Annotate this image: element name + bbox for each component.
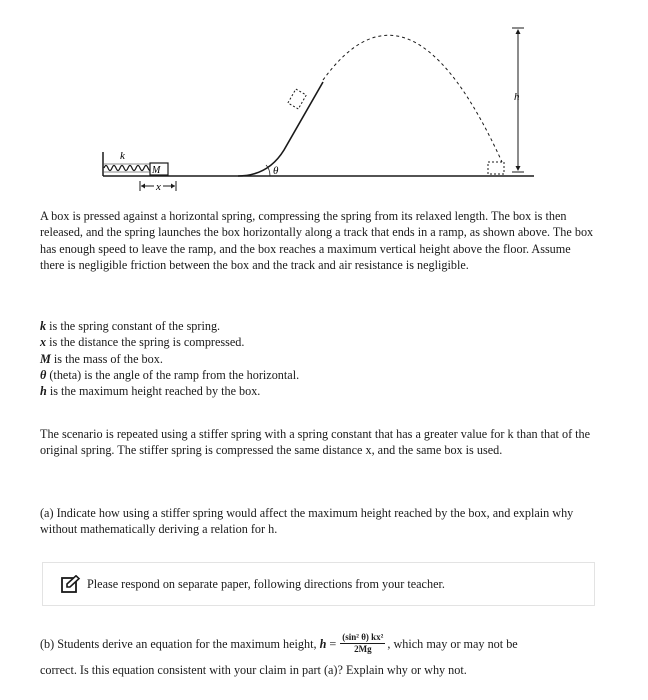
scenario-paragraph: The scenario is repeated using a stiffer spring with a spring constant that has a greater value for k than that of the original spring. The stiffer spring is compressed the same distance x, and the same box is used. bbox=[40, 427, 591, 458]
edit-icon bbox=[61, 575, 81, 593]
height-equation-fraction bbox=[340, 632, 385, 655]
part-b-h-symbol: h bbox=[319, 636, 327, 651]
respond-notice bbox=[42, 562, 595, 606]
spring-label-k: k bbox=[120, 150, 125, 162]
trajectory bbox=[323, 35, 502, 162]
box-on-ramp bbox=[288, 89, 306, 109]
part-b-line-2: correct. Is this equation consistent with your claim in part (a)? Explain why or why not. bbox=[40, 663, 467, 677]
part-a-prompt: (a) Indicate how using a stiffer spring would affect the maximum height reached by the box, and explain why without mathematically deriving a relation for h. bbox=[40, 506, 574, 537]
variable-m: M is the mass of the box. bbox=[40, 351, 163, 366]
box-landing bbox=[488, 162, 504, 174]
part-b-line-1: (b) Students derive an equation for the maximum height, h = $\frac{\text{(sin² θ) kx²}}{2Mg}$ , which may or may not be bbox=[40, 632, 518, 654]
equation-denominator: 2Mg bbox=[354, 644, 372, 654]
track bbox=[103, 82, 323, 176]
variable-theta: θ (theta) is the angle of the ramp from the horizontal. bbox=[40, 367, 300, 382]
variable-k: k is the spring constant of the spring. bbox=[40, 319, 221, 333]
box-label-m: M bbox=[152, 165, 161, 176]
variable-h: h is the maximum height reached by the box. bbox=[40, 384, 261, 399]
angle-label-theta: θ bbox=[273, 165, 279, 177]
spring bbox=[104, 166, 152, 171]
variable-list bbox=[40, 318, 299, 399]
respond-text: Please respond on separate paper, following directions from your teacher. bbox=[87, 576, 445, 591]
compression-label-x: x bbox=[156, 181, 161, 193]
variable-x: x is the distance the spring is compressed. bbox=[40, 335, 245, 350]
intro-paragraph: A box is pressed against a horizontal spring, compressing the spring from its relaxed length. The box is then released, and the spring launches the box horizontally along a track that ends in a ramp, as shown above. The box has enough speed to leave the ramp, and the box reaches a maximum vertical height above the floor. Assume there is negligible friction between the box and the track and air resistance is negligible. bbox=[40, 209, 594, 272]
height-label-h: h bbox=[514, 91, 520, 103]
ramp-diagram bbox=[0, 0, 648, 205]
equation-numerator: (sin² θ) kx² bbox=[342, 632, 384, 642]
